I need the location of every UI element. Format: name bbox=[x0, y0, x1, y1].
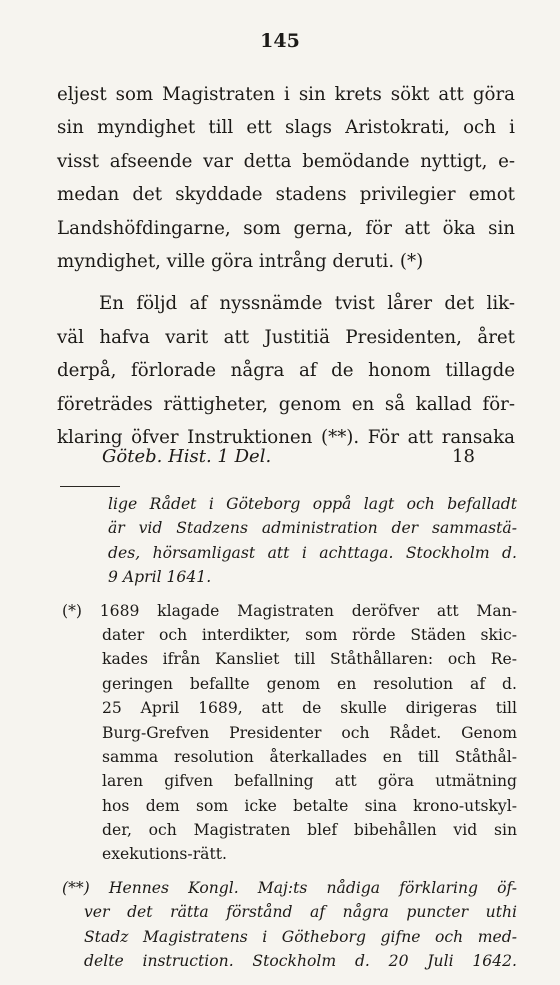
footnote-line: Stadz Magistratens i Götheborg gifne och med- bbox=[84, 927, 517, 946]
text-line: derpå, förlorade några af de honom tillagde bbox=[57, 360, 515, 382]
catchline-title: Göteb. Hist. 1 Del. bbox=[102, 446, 272, 467]
paragraph-1 bbox=[57, 78, 515, 278]
text-line: medan det skyddade stadens privilegier emot bbox=[57, 184, 515, 206]
footnote-line: kades ifrån Kansliet till Ståthållaren: och Re- bbox=[102, 650, 517, 669]
footnote-line: der, och Magistraten blef bibehållen vid sin bbox=[102, 821, 517, 840]
footnote-line: des, hörsamligast att i achttaga. Stockholm d. bbox=[108, 543, 517, 562]
signature-line bbox=[102, 446, 512, 467]
main-text bbox=[57, 78, 515, 454]
footnote-line: dater och interdikter, som rörde Städen skic- bbox=[102, 625, 517, 644]
footnote-line: exekutions-rätt. bbox=[102, 845, 227, 864]
text-line: Landshöfdingarne, som gerna, för att öka sin bbox=[57, 217, 515, 239]
footnote-line: 9 April 1641. bbox=[108, 568, 212, 587]
footnote-line: är vid Stadzens administration der sammastä- bbox=[108, 519, 517, 538]
text-line: En följd af nyssnämde tvist lårer det lik- bbox=[99, 293, 515, 315]
footnote-star bbox=[62, 599, 517, 867]
text-line: företrädes rättigheter, genom en så kallad för- bbox=[57, 393, 515, 415]
footnote-line: Burg-Grefven Presidenter och Rådet. Genom bbox=[102, 723, 517, 742]
footnote-line: lige Rådet i Göteborg oppå lagt och befalladt bbox=[108, 495, 517, 513]
footnote-line: (*) 1689 klagade Magistraten deröfver att Man- bbox=[62, 601, 517, 620]
footnotes bbox=[62, 492, 517, 973]
text-line: väl hafva varit att Justitiä Presidenten, året bbox=[57, 326, 515, 348]
text-line: visst afseende var detta bemödande nyttigt, e- bbox=[57, 150, 515, 172]
footnote-line: geringen befallte genom en resolution af d. bbox=[102, 674, 517, 693]
footnote-divider bbox=[60, 486, 120, 487]
footnote-line: delte instruction. Stockholm d. 20 Juli 1642. bbox=[84, 952, 517, 971]
footnote-line: hos dem som icke betalte sina krono-utskyl- bbox=[102, 796, 517, 815]
footnote-continuation bbox=[62, 492, 517, 590]
footnote-double-star bbox=[62, 876, 517, 974]
footnote-line: (**) Hennes Kongl. Maj:ts nådiga förklaring öf- bbox=[62, 878, 517, 897]
page-number: 145 bbox=[260, 30, 300, 52]
text-line: eljest som Magistraten i sin krets sökt att göra bbox=[57, 84, 515, 105]
footnote-line: samma resolution återkallades en till Ståthål- bbox=[102, 747, 517, 766]
footnote-line: 25 April 1689, att de skulle dirigeras till bbox=[102, 699, 517, 718]
text-line: sin myndighet till ett slags Aristokrati, och i bbox=[57, 117, 515, 139]
text-line: myndighet, ville göra intrång deruti. (*) bbox=[57, 250, 424, 272]
text-line: klaring öfver Instruktionen (**). För att ransaka bbox=[57, 426, 515, 448]
footnote-line: laren gifven befallning att göra utmätning bbox=[102, 772, 517, 791]
signature-mark: 18 bbox=[452, 446, 475, 467]
paragraph-2 bbox=[57, 287, 515, 454]
footnote-line: ver det rätta förstånd af några puncter uthi bbox=[84, 903, 517, 922]
